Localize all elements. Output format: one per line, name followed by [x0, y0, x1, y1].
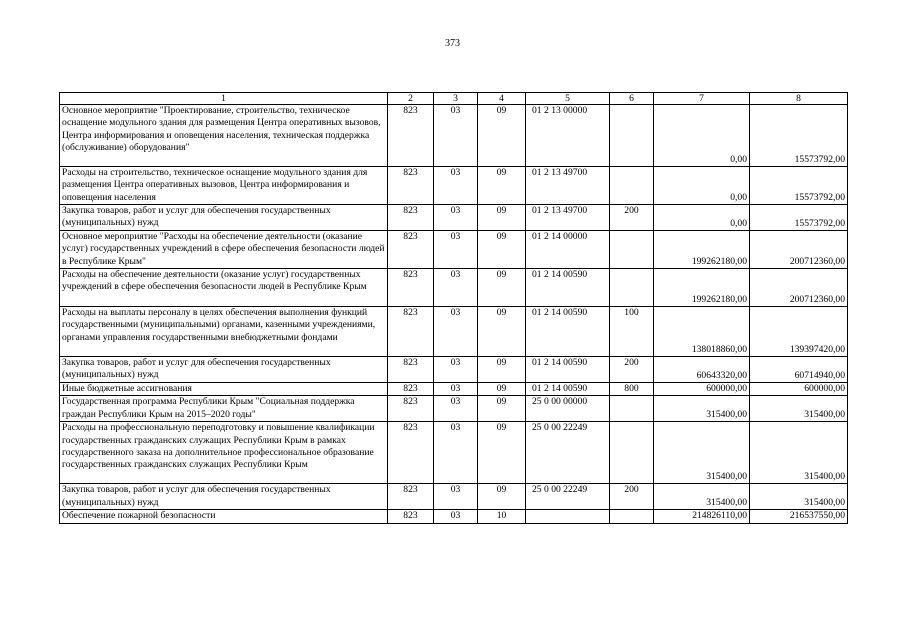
row-sum-2: 216537550,00 [750, 510, 848, 523]
row-sum-1: 214826110,00 [654, 510, 750, 523]
page-number: 373 [445, 38, 460, 49]
row-name: Закупка товаров, работ и услуг для обеспечения государственных (муниципальных) нужд [60, 205, 388, 231]
row-csr [526, 510, 610, 523]
row-csr: 25 0 00 22249 [526, 484, 610, 510]
row-csr: 01 2 14 00590 [526, 383, 610, 396]
row-razdel: 03 [434, 357, 478, 383]
row-sum-1: 0,00 [654, 167, 750, 205]
row-csr: 01 2 14 00590 [526, 269, 610, 307]
table-row [60, 167, 848, 205]
row-razdel: 03 [434, 105, 478, 167]
row-csr: 01 2 14 00590 [526, 357, 610, 383]
row-razdel: 03 [434, 205, 478, 231]
row-csr: 01 2 13 49700 [526, 167, 610, 205]
row-sum-1: 138018860,00 [654, 307, 750, 357]
row-podrazdel: 09 [478, 105, 526, 167]
row-podrazdel: 09 [478, 307, 526, 357]
row-glava: 823 [388, 105, 434, 167]
table-row [60, 269, 848, 307]
row-glava: 823 [388, 231, 434, 269]
row-sum-1: 0,00 [654, 205, 750, 231]
row-sum-2: 600000,00 [750, 383, 848, 396]
row-glava: 823 [388, 167, 434, 205]
row-podrazdel: 09 [478, 269, 526, 307]
row-podrazdel: 09 [478, 205, 526, 231]
row-podrazdel: 09 [478, 484, 526, 510]
row-razdel: 03 [434, 307, 478, 357]
row-sum-1: 600000,00 [654, 383, 750, 396]
row-sum-2: 200712360,00 [750, 269, 848, 307]
row-sum-2: 200712360,00 [750, 231, 848, 269]
row-glava: 823 [388, 205, 434, 231]
table-row [60, 396, 848, 422]
row-name: Закупка товаров, работ и услуг для обеспечения государственных (муниципальных) нужд [60, 484, 388, 510]
row-csr: 25 0 00 22249 [526, 422, 610, 484]
row-name: Расходы на обеспечение деятельности (оказание услуг) государственных учреждений в сфере обеспечения безопасности людей в Республике Крым [60, 269, 388, 307]
row-sum-2: 15573792,00 [750, 105, 848, 167]
header-col-3: 3 [434, 93, 478, 105]
row-sum-1: 199262180,00 [654, 269, 750, 307]
row-glava: 823 [388, 357, 434, 383]
header-col-8: 8 [750, 93, 848, 105]
row-vr [610, 396, 654, 422]
table-row [60, 205, 848, 231]
row-razdel: 03 [434, 510, 478, 523]
row-glava: 823 [388, 307, 434, 357]
header-col-6: 6 [610, 93, 654, 105]
row-podrazdel: 09 [478, 357, 526, 383]
row-podrazdel: 09 [478, 396, 526, 422]
row-sum-2: 15573792,00 [750, 167, 848, 205]
row-sum-2: 315400,00 [750, 396, 848, 422]
row-vr [610, 422, 654, 484]
row-glava: 823 [388, 484, 434, 510]
row-sum-1: 199262180,00 [654, 231, 750, 269]
row-podrazdel: 09 [478, 167, 526, 205]
header-col-1: 1 [60, 93, 388, 105]
row-name: Закупка товаров, работ и услуг для обеспечения государственных (муниципальных) нужд [60, 357, 388, 383]
row-vr [610, 105, 654, 167]
row-vr [610, 510, 654, 523]
row-glava: 823 [388, 269, 434, 307]
row-razdel: 03 [434, 231, 478, 269]
row-csr: 01 2 14 00000 [526, 231, 610, 269]
table-row [60, 383, 848, 396]
table-row [60, 307, 848, 357]
row-vr: 100 [610, 307, 654, 357]
row-vr: 800 [610, 383, 654, 396]
table-row [60, 231, 848, 269]
row-glava: 823 [388, 396, 434, 422]
header-col-2: 2 [388, 93, 434, 105]
row-sum-2: 139397420,00 [750, 307, 848, 357]
row-csr: 25 0 00 00000 [526, 396, 610, 422]
row-glava: 823 [388, 510, 434, 523]
row-csr: 01 2 14 00590 [526, 307, 610, 357]
row-vr [610, 231, 654, 269]
row-vr [610, 167, 654, 205]
row-name: Государственная программа Республики Крым "Социальная поддержка граждан Республики Крым на 2015–2020 годы" [60, 396, 388, 422]
row-vr: 200 [610, 205, 654, 231]
row-glava: 823 [388, 422, 434, 484]
row-sum-2: 315400,00 [750, 484, 848, 510]
row-csr: 01 2 13 49700 [526, 205, 610, 231]
row-glava: 823 [388, 383, 434, 396]
row-csr: 01 2 13 00000 [526, 105, 610, 167]
budget-table [59, 92, 848, 524]
row-podrazdel: 10 [478, 510, 526, 523]
row-razdel: 03 [434, 422, 478, 484]
table-row [60, 510, 848, 523]
row-name: Расходы на строительство, техническое оснащение модульного здания для размещения Центра оперативных вызовов, Центра информирования и оповещения населения [60, 167, 388, 205]
row-sum-1: 315400,00 [654, 396, 750, 422]
row-podrazdel: 09 [478, 231, 526, 269]
table-row [60, 357, 848, 383]
row-sum-1: 315400,00 [654, 422, 750, 484]
row-razdel: 03 [434, 269, 478, 307]
row-podrazdel: 09 [478, 383, 526, 396]
table-header-row [60, 93, 848, 105]
header-col-7: 7 [654, 93, 750, 105]
row-vr: 200 [610, 357, 654, 383]
row-sum-2: 60714940,00 [750, 357, 848, 383]
row-vr [610, 269, 654, 307]
row-razdel: 03 [434, 396, 478, 422]
row-name: Обеспечение пожарной безопасности [60, 510, 388, 523]
row-name: Расходы на выплаты персоналу в целях обеспечения выполнения функций государственными (муниципальными) органами, казенными учреждениями, органами управления государственными внебюджетными фондами [60, 307, 388, 357]
row-name: Основное мероприятие "Расходы на обеспечение деятельности (оказание услуг) государственных учреждений в сфере обеспечения безопасности людей в Республике Крым" [60, 231, 388, 269]
row-sum-1: 0,00 [654, 105, 750, 167]
row-razdel: 03 [434, 484, 478, 510]
table-row [60, 422, 848, 484]
row-sum-1: 315400,00 [654, 484, 750, 510]
row-name: Иные бюджетные ассигнования [60, 383, 388, 396]
row-name: Основное мероприятие "Проектирование, строительство, техническое оснащение модульного здания для размещения Центра оперативных вызовов, Центра информирования и оповещения населения, техническая поддержка (обслуживание) оборудования" [60, 105, 388, 167]
row-sum-2: 15573792,00 [750, 205, 848, 231]
row-sum-1: 60643320,00 [654, 357, 750, 383]
row-vr: 200 [610, 484, 654, 510]
table-row [60, 484, 848, 510]
header-col-5: 5 [526, 93, 610, 105]
row-razdel: 03 [434, 383, 478, 396]
header-col-4: 4 [478, 93, 526, 105]
row-sum-2: 315400,00 [750, 422, 848, 484]
row-podrazdel: 09 [478, 422, 526, 484]
row-name: Расходы на профессиональную переподготовку и повышение квалификации государственных гражданских служащих Республики Крым в рамках государственного заказа на дополнительное профессиональное образование государственных гражданских служащих Республики Крым [60, 422, 388, 484]
row-razdel: 03 [434, 167, 478, 205]
table-row [60, 105, 848, 167]
